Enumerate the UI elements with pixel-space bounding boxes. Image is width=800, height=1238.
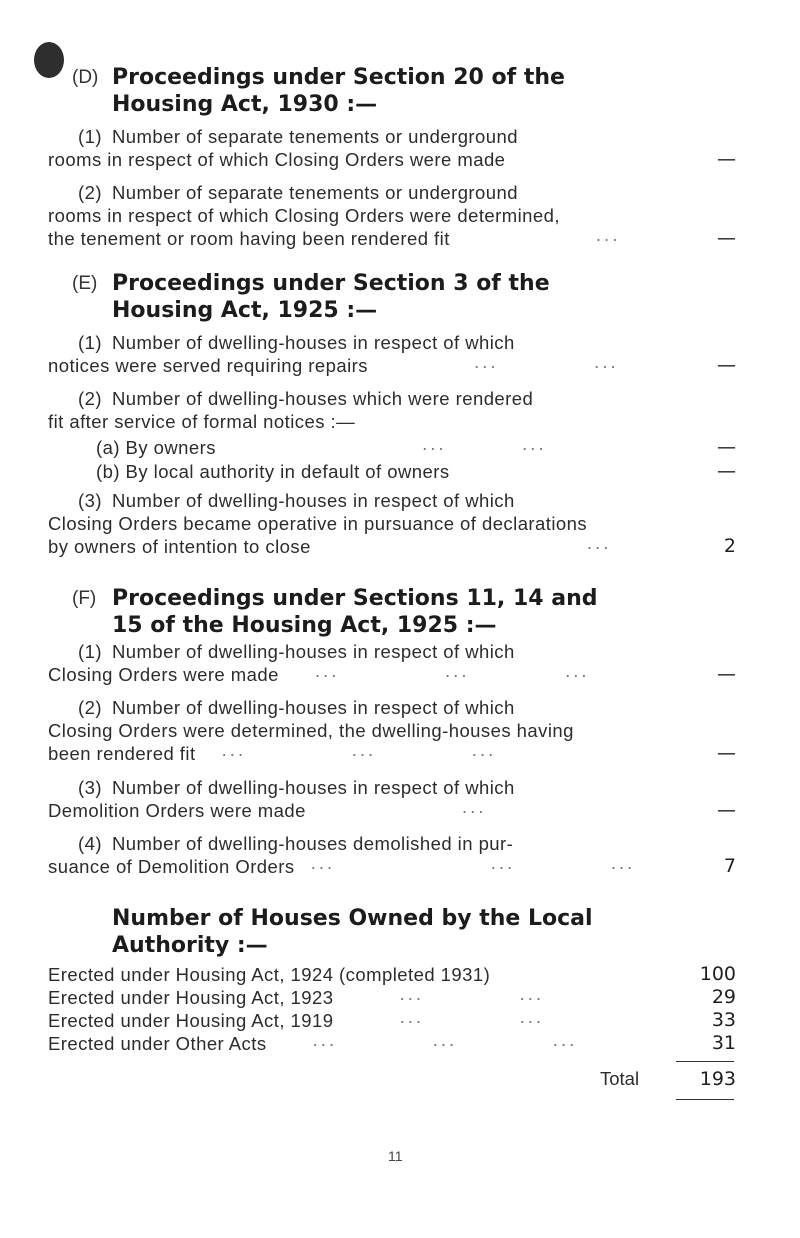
leader-dots: ···: [521, 437, 547, 458]
item-number: (2): [78, 182, 102, 203]
item-number: (1): [78, 332, 102, 353]
leader-dots: ···: [421, 437, 447, 458]
total-label: Total: [600, 1068, 640, 1089]
section-d-label: (D): [72, 67, 99, 88]
sub-text: (b) By local authority in default of owners: [96, 461, 450, 482]
row-label: Erected under Housing Act, 1924 (completed 1931): [48, 964, 491, 985]
item-number: (3): [78, 490, 102, 511]
section-f-item-4-value: 7: [723, 855, 736, 877]
houses-row-3-value: 33: [711, 1009, 736, 1031]
section-f-item-2-value: —: [717, 742, 736, 764]
item-text: Number of dwelling-houses in respect of which: [111, 332, 515, 353]
houses-row-1: [48, 963, 736, 986]
leader-dots: ···: [461, 800, 486, 821]
section-d-item-2: [48, 181, 736, 250]
leader-dots: ···: [310, 856, 335, 877]
item-text: rooms in respect of which Closing Orders were made: [48, 149, 506, 170]
houses-title-line1: Number of Houses Owned by the Local: [112, 906, 593, 931]
leader-dots: ···: [519, 1010, 544, 1031]
item-number: (1): [78, 126, 102, 147]
item-number: (2): [78, 697, 102, 718]
leader-dots: ···: [312, 1033, 337, 1054]
leader-dots: ···: [444, 664, 469, 685]
leader-dots: ···: [221, 743, 246, 764]
item-text: Number of separate tenements or underground: [111, 126, 518, 147]
leader-dots: ···: [432, 1033, 457, 1054]
section-f-title-line1: Proceedings under Sections 11, 14 and: [112, 586, 598, 611]
item-text: Number of dwelling-houses in respect of which: [111, 641, 515, 662]
leader-dots: ···: [399, 1010, 424, 1031]
section-d-heading: [72, 64, 565, 118]
section-d-item-2-value: —: [717, 227, 736, 249]
item-text: notices were served requiring repairs: [48, 355, 368, 376]
houses-row-4-value: 31: [711, 1032, 736, 1054]
leader-dots: ···: [610, 856, 635, 877]
section-e-item-1-value: —: [717, 354, 736, 376]
section-e-sub-b-value: —: [717, 460, 736, 482]
row-label: Erected under Other Acts: [48, 1033, 267, 1054]
leader-dots: ···: [399, 987, 424, 1008]
section-e-heading: [72, 270, 550, 324]
houses-row-3: [48, 1009, 736, 1032]
leader-dots: ···: [471, 743, 496, 764]
item-number: (4): [78, 833, 102, 854]
item-text: been rendered fit: [48, 743, 196, 764]
houses-title-line2: Authority :—: [112, 933, 268, 958]
section-f-title-line2: 15 of the Housing Act, 1925 :—: [112, 613, 497, 638]
total-value: 193: [699, 1068, 736, 1090]
section-e-title-line1: Proceedings under Section 3 of the: [112, 271, 550, 296]
section-e-item-1: [48, 331, 736, 377]
leader-dots: ···: [473, 355, 499, 376]
leader-dots: ···: [593, 355, 619, 376]
row-label: Erected under Housing Act, 1923: [48, 987, 334, 1008]
item-text: Demolition Orders were made: [48, 800, 306, 821]
section-e-sub-a-value: —: [717, 436, 736, 458]
leader-dots: ···: [519, 987, 544, 1008]
section-e-item-2: [48, 387, 736, 433]
item-text: suance of Demolition Orders: [48, 856, 295, 877]
leader-dots: ···: [552, 1033, 577, 1054]
houses-heading: [112, 905, 593, 959]
houses-row-2: [48, 986, 736, 1009]
section-f-item-2: [48, 696, 736, 765]
item-number: (1): [78, 641, 102, 662]
section-f-item-3: [48, 776, 736, 822]
leader-dots: ···: [490, 856, 515, 877]
row-label: Erected under Housing Act, 1919: [48, 1010, 334, 1031]
section-e-item-3-value: 2: [723, 535, 736, 557]
item-text: Closing Orders were made: [48, 664, 279, 685]
section-e-label: (E): [72, 273, 98, 294]
item-text: the tenement or room having been rendered fit: [48, 228, 450, 249]
page-number: 11: [388, 1148, 403, 1164]
leader-dots: ···: [586, 536, 611, 557]
section-f-item-1: [48, 640, 736, 686]
total-rule-bottom: [676, 1099, 734, 1100]
sub-text: (a) By owners: [96, 437, 216, 458]
item-text: Number of dwelling-houses in respect of which: [111, 777, 515, 798]
section-f-item-4: [48, 832, 736, 878]
section-e-item-3: [48, 489, 736, 558]
section-e-sub-b: [96, 460, 736, 483]
section-e-title-line2: Housing Act, 1925 :—: [112, 298, 378, 323]
section-d-item-1-value: —: [717, 148, 736, 170]
houses-row-2-value: 29: [711, 986, 736, 1008]
item-text: Number of separate tenements or underground: [111, 182, 518, 203]
section-e-sub-a: [96, 436, 736, 459]
section-f-heading: [72, 585, 598, 639]
item-text: by owners of intention to close: [48, 536, 311, 557]
houses-row-4: [48, 1032, 736, 1055]
leader-dots: ···: [351, 743, 376, 764]
item-number: (3): [78, 777, 102, 798]
section-f-label: (F): [72, 588, 97, 609]
item-text: Number of dwelling-houses in respect of which: [111, 697, 515, 718]
section-d-item-1: [48, 125, 736, 171]
section-f-item-3-value: —: [717, 799, 736, 821]
item-text: fit after service of formal notices :—: [48, 411, 356, 432]
item-text: Number of dwelling-houses in respect of which: [111, 490, 515, 511]
item-text: Number of dwelling-houses demolished in pur-: [111, 833, 514, 854]
section-f-item-1-value: —: [717, 663, 736, 685]
total-rule-top: [676, 1061, 734, 1062]
leader-dots: ···: [314, 664, 339, 685]
leader-dots: ···: [564, 664, 590, 685]
section-d-title-line1: Proceedings under Section 20 of the: [112, 65, 565, 90]
section-d-title-line2: Housing Act, 1930 :—: [112, 92, 378, 117]
bullet-mark: [34, 42, 64, 78]
item-text: Closing Orders were determined, the dwelling-houses having: [48, 720, 574, 741]
item-text: Closing Orders became operative in pursuance of declarations: [48, 513, 588, 534]
leader-dots: ···: [595, 228, 620, 249]
item-text: rooms in respect of which Closing Orders were determined,: [48, 205, 560, 226]
houses-row-1-value: 100: [699, 963, 736, 985]
item-number: (2): [78, 388, 102, 409]
item-text: Number of dwelling-houses which were rendered: [111, 388, 534, 409]
